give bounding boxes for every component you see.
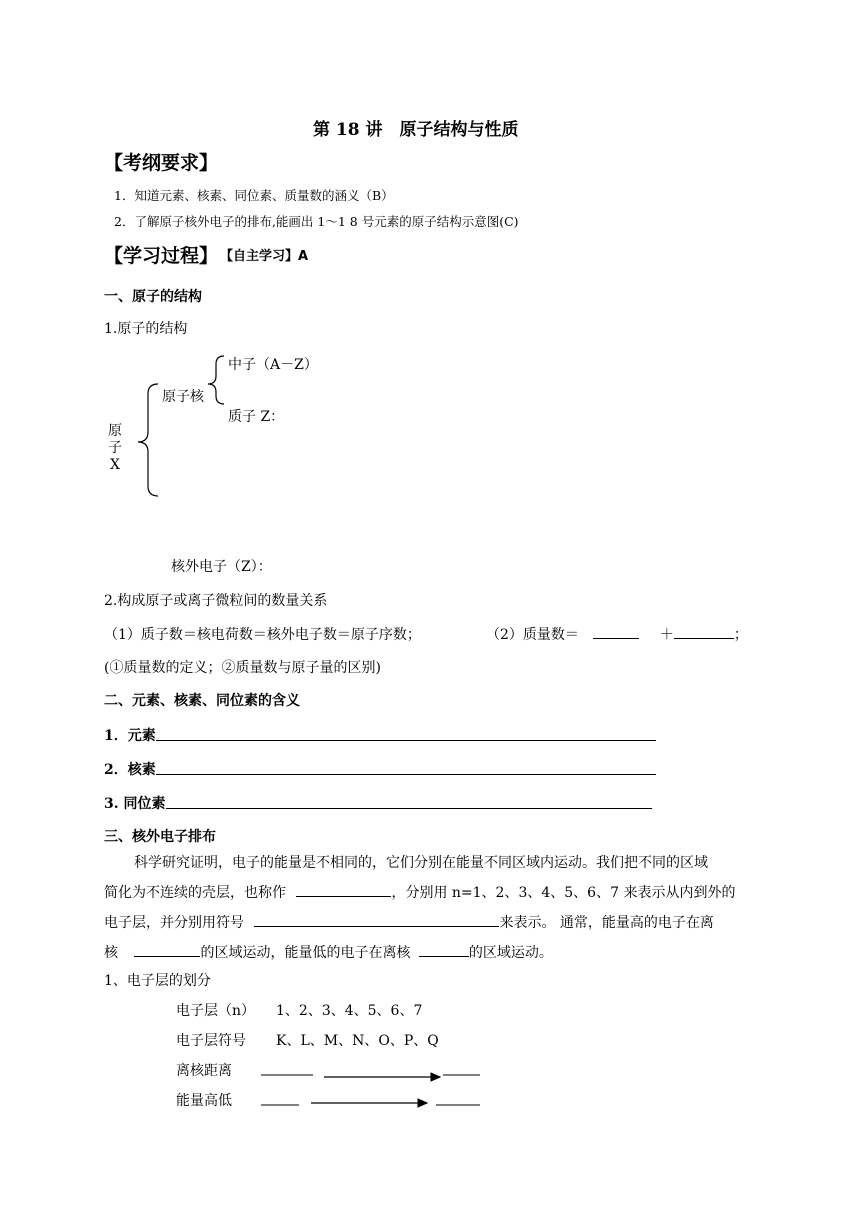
mass-blank-2[interactable]	[674, 624, 734, 639]
kaogang-item-2: 2．了解原子核外电子的排布,能画出 1～1 8 号元素的原子结构示意图(C)	[114, 214, 519, 229]
diagram-neutron: 中子（A－Z）	[228, 357, 318, 373]
section2-title: 二、元素、核素、同位素的含义	[104, 693, 300, 709]
shell-symbol-blank[interactable]	[254, 912, 499, 927]
para-line-4	[104, 942, 553, 962]
diagram-atom-text: 原子X	[108, 423, 122, 473]
shell-name-blank[interactable]	[296, 882, 391, 897]
relation-note: (①质量数的定义；②质量数与原子量的区别)	[104, 660, 381, 676]
para-line-2	[104, 882, 735, 902]
shell-row-label-distance: 离核距离	[176, 1063, 232, 1079]
relation-1: （1）质子数＝核电荷数＝核外电子数＝原子序数；	[104, 627, 421, 643]
xuexi-header: 【学习过程】	[104, 245, 219, 267]
section3-title: 三、核外电子排布	[104, 829, 216, 845]
nuclide-answer-line[interactable]	[156, 757, 656, 775]
shell-arrows	[0, 1060, 860, 1110]
kaogang-header: 【考纲要求】	[104, 152, 219, 174]
section1-title: 一、原子的结构	[104, 289, 202, 305]
isotope-label: 3. 同位素	[104, 796, 166, 812]
element-answer-line[interactable]	[156, 723, 656, 741]
isotope-answer-line[interactable]	[166, 791, 652, 809]
para-line-4a: 核	[104, 945, 118, 961]
shell-row-label-symbol: 电子层符号	[176, 1033, 246, 1049]
para-line-3a: 电子层，并分别用符号	[104, 915, 244, 931]
para-line-1: 科学研究证明，电子的能量是不相同的，它们分别在能量不同区域内运动。我们把不同的区域	[134, 855, 708, 871]
shell-row-label-energy: 能量高低	[176, 1093, 232, 1109]
shell-row-label-n: 电子层（n）	[176, 1003, 256, 1019]
section1-item1: 1.原子的结构	[104, 321, 188, 337]
mass-blank-1[interactable]	[593, 624, 639, 639]
section3-sub1: 1、电子层的划分	[104, 973, 211, 989]
low-energy-blank[interactable]	[419, 942, 469, 957]
relation-2-prefix: （2）质量数＝	[486, 627, 579, 643]
kaogang-item-1: 1．知道元素、核素、同位素、质量数的涵义（B）	[114, 188, 394, 203]
diagram-braces	[0, 0, 860, 520]
para-line-2a: 简化为不连续的壳层，也称作	[104, 885, 286, 901]
element-label: 1．元素	[104, 728, 156, 744]
para-line-4b: 的区域运动，能量低的电子在离核	[200, 945, 411, 961]
relation-2	[486, 624, 748, 644]
section1-item2: 2.构成原子或离子微粒间的数量关系	[104, 593, 328, 609]
shell-row-value-n: 1、2、3、4、5、6、7	[276, 1003, 423, 1019]
diagram-proton: 质子 Z：	[228, 409, 285, 425]
high-energy-blank[interactable]	[134, 942, 200, 957]
relation-2-end: ；	[733, 627, 748, 643]
para-line-3b: 来表示。 通常，能量高的电子在离	[499, 915, 714, 931]
nuclide-label: 2．核素	[104, 762, 156, 778]
page-title: 第 18 讲 原子结构与性质	[313, 120, 519, 140]
xuexi-sub: 【自主学习】A	[220, 249, 309, 264]
para-line-3	[104, 912, 714, 932]
shell-row-value-symbol: K、L、M、N、O、P、Q	[276, 1033, 439, 1049]
diagram-electron: 核外电子（Z）：	[171, 559, 272, 575]
para-line-2b: ，分别用 n=1、2、3、4、5、6、7 来表示从内到外的	[391, 885, 736, 901]
relation-2-plus: ＋	[659, 627, 674, 643]
diagram-nucleus: 原子核	[162, 389, 204, 405]
para-line-4c: 的区域运动。	[468, 945, 553, 961]
